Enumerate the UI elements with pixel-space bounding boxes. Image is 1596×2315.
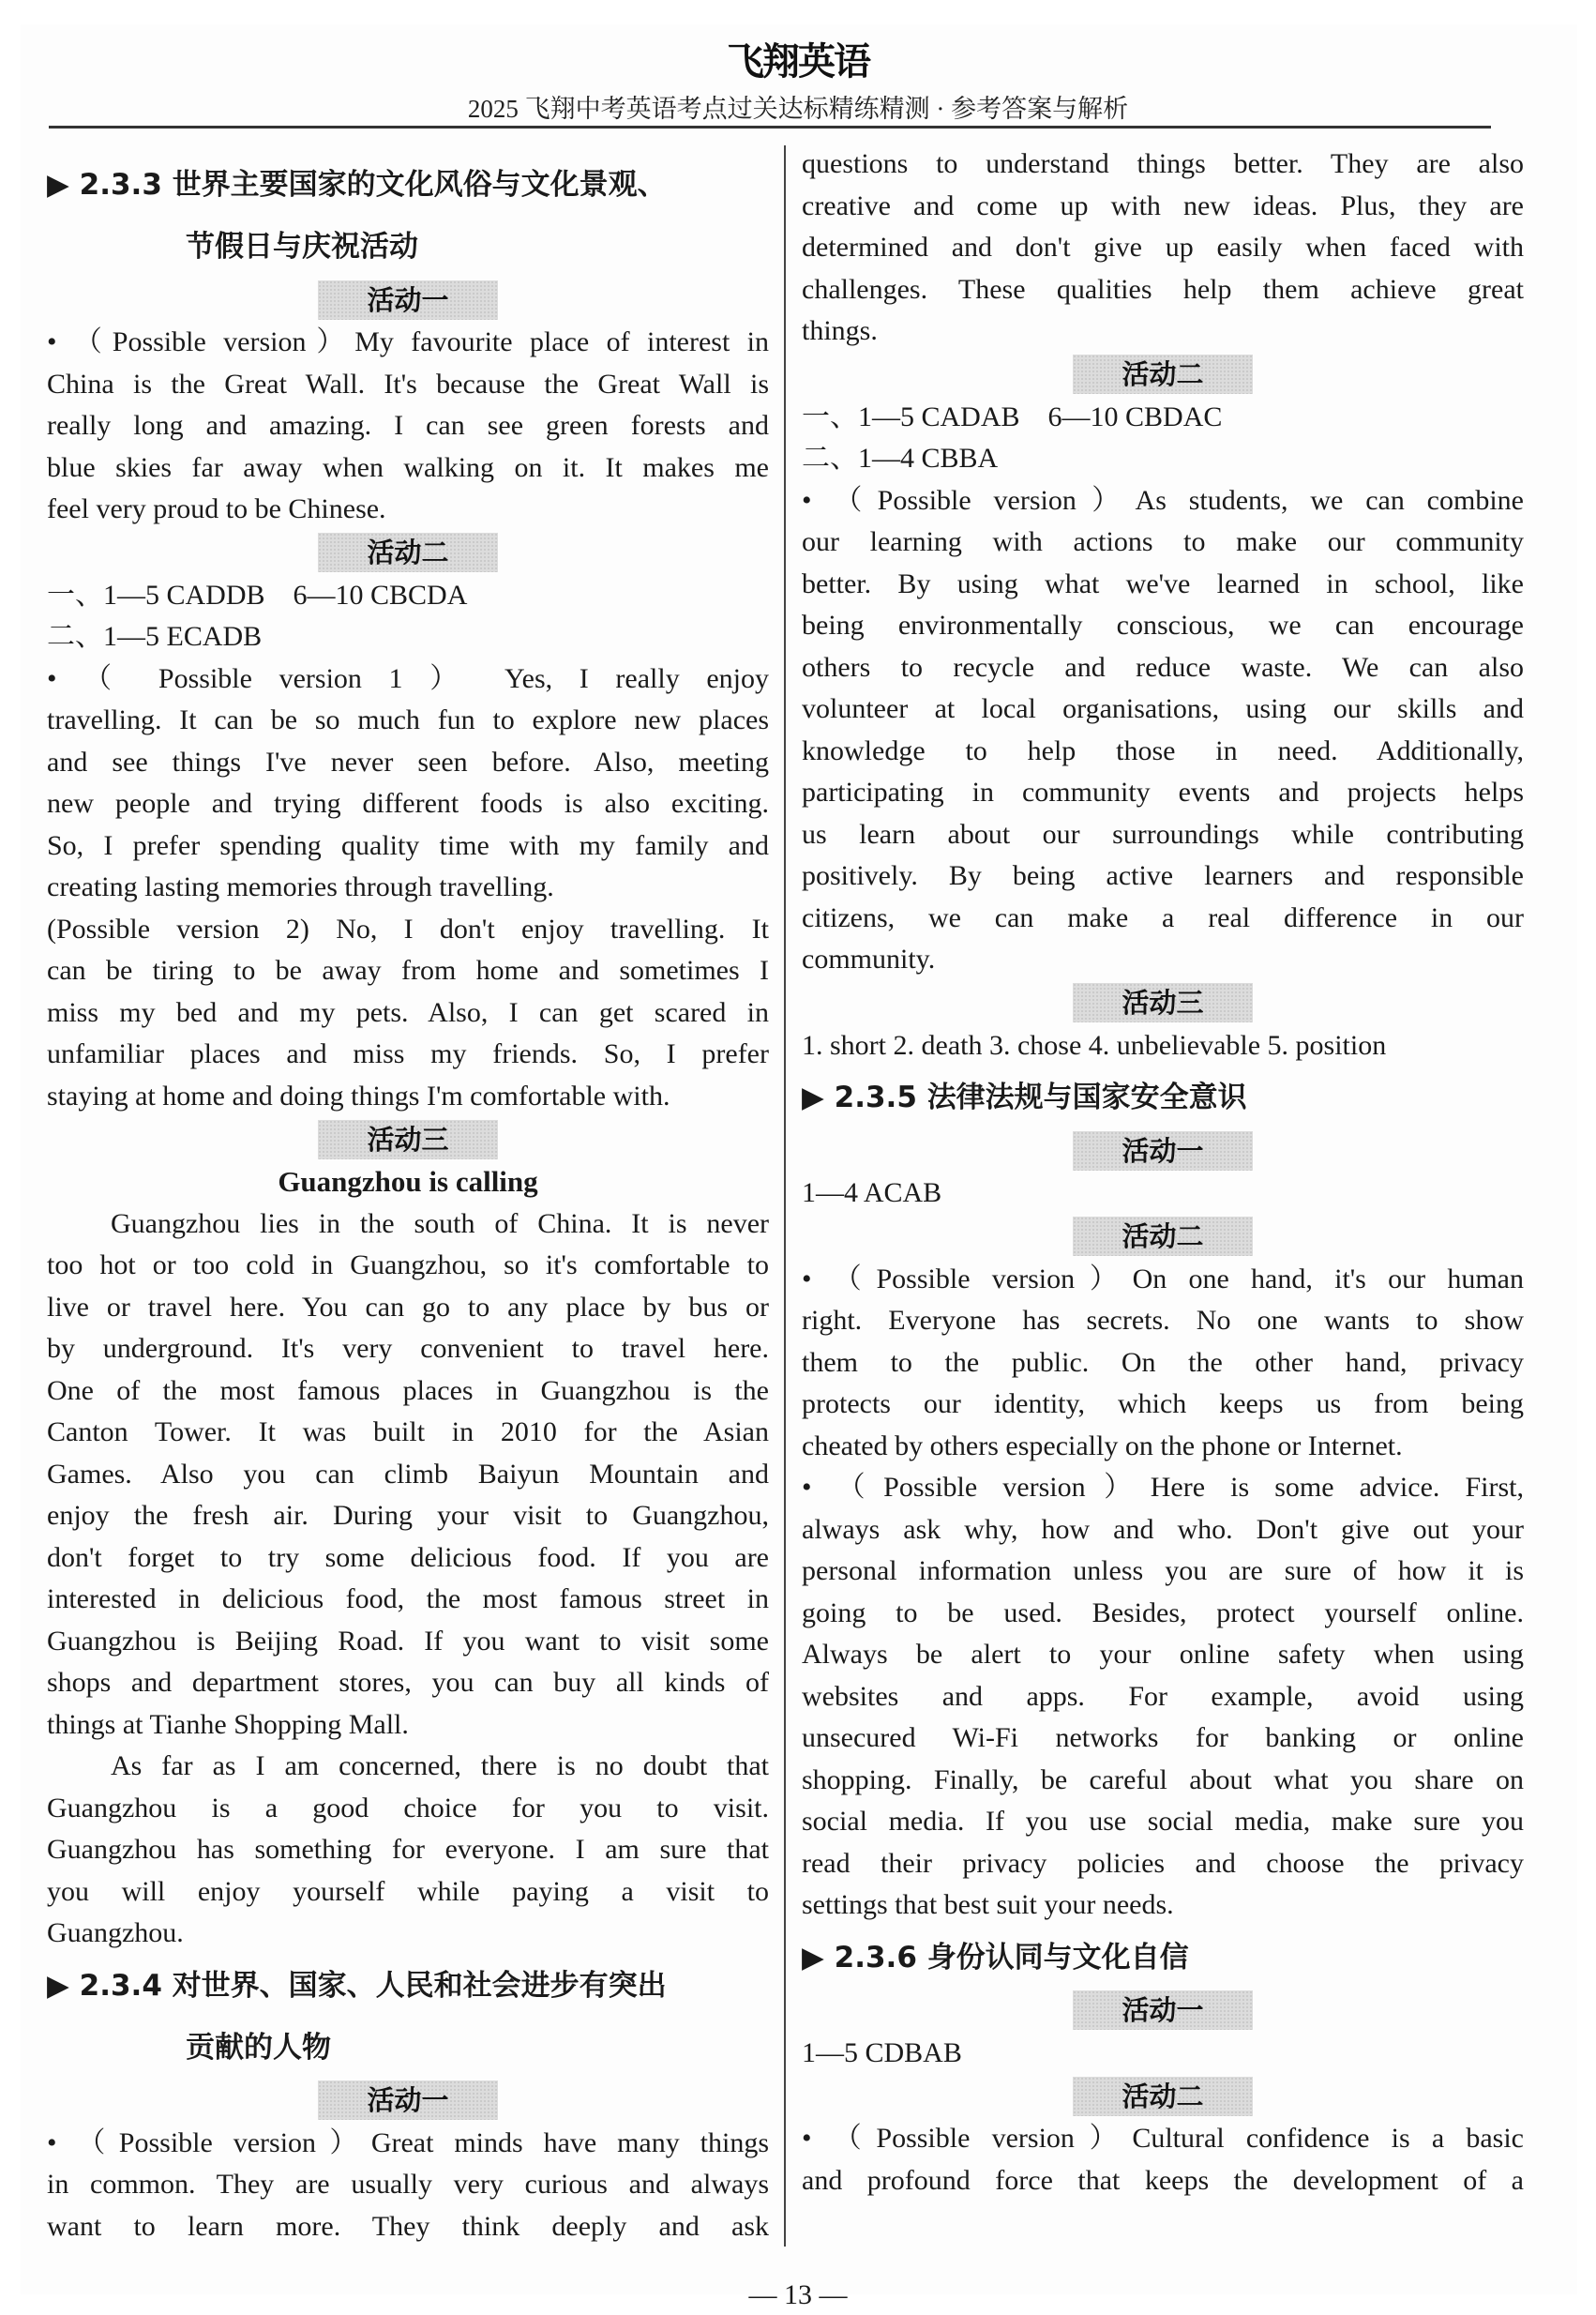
text-line: them to the public. On the other hand, privacy: [802, 1346, 1524, 1378]
text-line: can be tiring to be away from home and sometimes I: [47, 955, 769, 986]
text-line: volunteer at local organisations, using our skills and: [802, 693, 1524, 724]
answer-line: 1—5 CDBAB: [802, 2036, 962, 2068]
text-line: being environmentally conscious, we can encourage: [802, 610, 1524, 641]
text-line: participating in community events and projects helps: [802, 777, 1524, 808]
text-line: Guangzhou.: [47, 1917, 184, 1948]
activity-label-box: [802, 1128, 1524, 1173]
text-line: • （Possible version）As students, we can combine: [802, 484, 1524, 516]
text-line: us learn about our surroundings while contributing: [802, 818, 1524, 850]
left-column: [47, 154, 769, 2247]
section-heading: ▶ 2.3.5 法律法规与国家安全意识: [802, 1081, 1247, 1114]
text-line: • （Possible version）Cultural confidence is a basic: [802, 2123, 1524, 2154]
activity-label: 活动二: [1073, 355, 1253, 394]
activity-label-box: [802, 981, 1524, 1025]
text-line: So, I prefer spending quality time with my family and: [47, 829, 769, 861]
text-line: • （Possible version）Great minds have many things: [47, 2126, 769, 2158]
section-heading: ▶ 2.3.4 对世界、国家、人民和社会进步有突出: [47, 1968, 667, 2003]
text-line: and see things I've never seen before. Also, meeting: [47, 746, 769, 778]
text-line: Games. Also you can climb Baiyun Mountain and: [47, 1458, 769, 1490]
text-line: read their privacy policies and choose the privacy: [802, 1847, 1524, 1879]
text-line: Always be alert to your online safety when using: [802, 1639, 1524, 1670]
activity-label-box: [47, 1117, 769, 1161]
text-line: new people and trying different foods is also exciting.: [47, 788, 769, 819]
text-line: want to learn more. They think deeply and ask: [47, 2210, 769, 2242]
text-line: protects our identity, which keeps us from being: [802, 1388, 1524, 1419]
answer-line: 1. short 2. death 3. chose 4. unbelievable 5. position: [802, 1029, 1387, 1061]
text-line: better. By using what we've learned in school, like: [802, 567, 1524, 599]
text-line: things.: [802, 315, 878, 346]
text-line: Guangzhou is a good choice for you to visit.: [47, 1792, 769, 1823]
answer-line: 一、1—5 CADDB 6—10 CBCDA: [47, 579, 468, 611]
text-line: • （ Possible version 1 ） Yes, I really enjoy: [47, 662, 769, 694]
text-line: personal information unless you are sure of how it is: [802, 1555, 1524, 1586]
text-line: our learning with actions to make our community: [802, 526, 1524, 557]
text-line: social media. If you use social media, make sure you: [802, 1806, 1524, 1837]
answer-line: 二、1—5 ECADB: [47, 621, 263, 652]
text-line: questions to understand things better. They are also: [802, 148, 1524, 179]
section-heading: ▶ 2.3.3 世界主要国家的文化风俗与文化景观、: [47, 168, 667, 202]
activity-label: 活动二: [1073, 2077, 1253, 2116]
text-line: • （Possible version）On one hand, it's our human: [802, 1263, 1524, 1294]
text-line: (Possible version 2) No, I don't enjoy travelling. It: [47, 913, 769, 945]
text-line: shops and department stores, you can buy all kinds of: [47, 1667, 769, 1698]
text-line: • （Possible version）Here is some advice. First,: [802, 1472, 1524, 1503]
text-line: in common. They are usually very curious and always: [47, 2169, 769, 2200]
text-line: positively. By being active learners and responsible: [802, 860, 1524, 891]
section-heading: 节假日与庆祝活动: [186, 230, 418, 264]
activity-label-box: [802, 353, 1524, 397]
right-column: [802, 144, 1524, 2202]
answer-line: 二、1—4 CBBA: [802, 443, 999, 474]
text-line: staying at home and doing things I'm comfortable with.: [47, 1080, 670, 1112]
book-subtitle: 2025 飞翔中考英语考点过关达标精练精测 · 参考答案与解析: [467, 95, 1129, 123]
activity-label-box: [47, 2079, 769, 2123]
text-line: settings that best suit your needs.: [802, 1889, 1174, 1920]
text-line: As far as I am concerned, there is no doubt that: [111, 1750, 769, 1781]
activity-label: 活动一: [1073, 1990, 1253, 2030]
essay-title: Guangzhou is calling: [278, 1165, 538, 1198]
text-line: China is the Great Wall. It's because the Great Wall is: [47, 368, 769, 400]
text-line: feel very proud to be Chinese.: [47, 493, 386, 524]
text-line: • （Possible version）My favourite place of interest in: [47, 326, 769, 357]
text-line: right. Everyone has secrets. No one wants to show: [802, 1305, 1524, 1336]
text-line: interested in delicious food, the most famous street in: [47, 1583, 769, 1614]
activity-label-box: [802, 1989, 1524, 2033]
activity-label-box: [802, 2074, 1524, 2118]
activity-label: 活动二: [318, 533, 498, 572]
answer-line: 1—4 ACAB: [802, 1177, 942, 1208]
text-line: travelling. It can be so much fun to explore new places: [47, 704, 769, 735]
activity-label: 活动二: [1073, 1217, 1253, 1256]
activity-label: 活动一: [1073, 1131, 1253, 1171]
activity-label: 活动三: [1073, 983, 1253, 1022]
text-line: challenges. These qualities help them achieve great: [802, 273, 1524, 305]
text-line: citizens, we can make a real difference in our: [802, 901, 1524, 933]
text-line: unsecured Wi-Fi networks for banking or online: [802, 1722, 1524, 1753]
text-line: cheated by others especially on the phone or Internet.: [802, 1430, 1403, 1461]
activity-label-box: [47, 278, 769, 322]
text-line: Guangzhou lies in the south of China. It is never: [111, 1207, 769, 1239]
column-divider: [784, 145, 786, 2247]
text-line: you will enjoy yourself while paying a visit to: [47, 1875, 769, 1907]
answer-line: 一、1—5 CADAB 6—10 CBDAC: [802, 401, 1223, 432]
text-line: going to be used. Besides, protect yourself online.: [802, 1596, 1524, 1628]
section-heading: ▶ 2.3.6 身份认同与文化自信: [802, 1940, 1189, 1975]
text-line: don't forget to try some delicious food. If you are: [47, 1541, 769, 1573]
text-line: by underground. It's very convenient to travel here.: [47, 1333, 769, 1364]
text-line: always ask why, how and who. Don't give out your: [802, 1513, 1524, 1545]
text-line: Guangzhou has something for everyone. I am sure that: [47, 1834, 769, 1865]
text-line: creating lasting memories through travelling.: [47, 871, 554, 902]
activity-label-box: [47, 531, 769, 575]
brand-logo: 飞翔英语: [727, 40, 869, 83]
text-line: others to recycle and reduce waste. We can also: [802, 651, 1524, 683]
text-line: knowledge to help those in need. Additionally,: [802, 734, 1524, 766]
text-line: blue skies far away when walking on it. It makes me: [47, 451, 769, 483]
text-line: really long and amazing. I can see green forests and: [47, 410, 769, 441]
header-divider: [49, 126, 1491, 129]
text-line: live or travel here. You can go to any place by bus or: [47, 1291, 769, 1323]
text-line: One of the most famous places in Guangzhou is the: [47, 1374, 769, 1406]
text-line: Guangzhou is Beijing Road. If you want to visit some: [47, 1625, 769, 1657]
activity-label: 活动一: [318, 280, 498, 320]
text-line: and profound force that keeps the development of a: [802, 2164, 1524, 2196]
text-line: miss my bed and my pets. Also, I can get scared in: [47, 996, 769, 1028]
text-line: websites and apps. For example, avoid using: [802, 1680, 1524, 1712]
activity-label-box: [802, 1215, 1524, 1259]
page-number: — 13 —: [748, 2279, 848, 2310]
text-line: Canton Tower. It was built in 2010 for the Asian: [47, 1416, 769, 1447]
text-line: enjoy the fresh air. During your visit to Guangzhou,: [47, 1500, 769, 1531]
text-line: shopping. Finally, be careful about what you share on: [802, 1763, 1524, 1795]
text-line: community.: [802, 944, 936, 975]
text-line: creative and come up with new ideas. Plus, they are: [802, 189, 1524, 221]
section-heading: 贡献的人物: [186, 2030, 331, 2065]
activity-label: 活动一: [318, 2080, 498, 2120]
text-line: determined and don't give up easily when faced with: [802, 232, 1524, 263]
text-line: too hot or too cold in Guangzhou, so it's comfortable to: [47, 1249, 769, 1280]
activity-label: 活动三: [318, 1120, 498, 1159]
text-line: unfamiliar places and miss my friends. So, I prefer: [47, 1038, 769, 1069]
text-line: things at Tianhe Shopping Mall.: [47, 1708, 409, 1740]
